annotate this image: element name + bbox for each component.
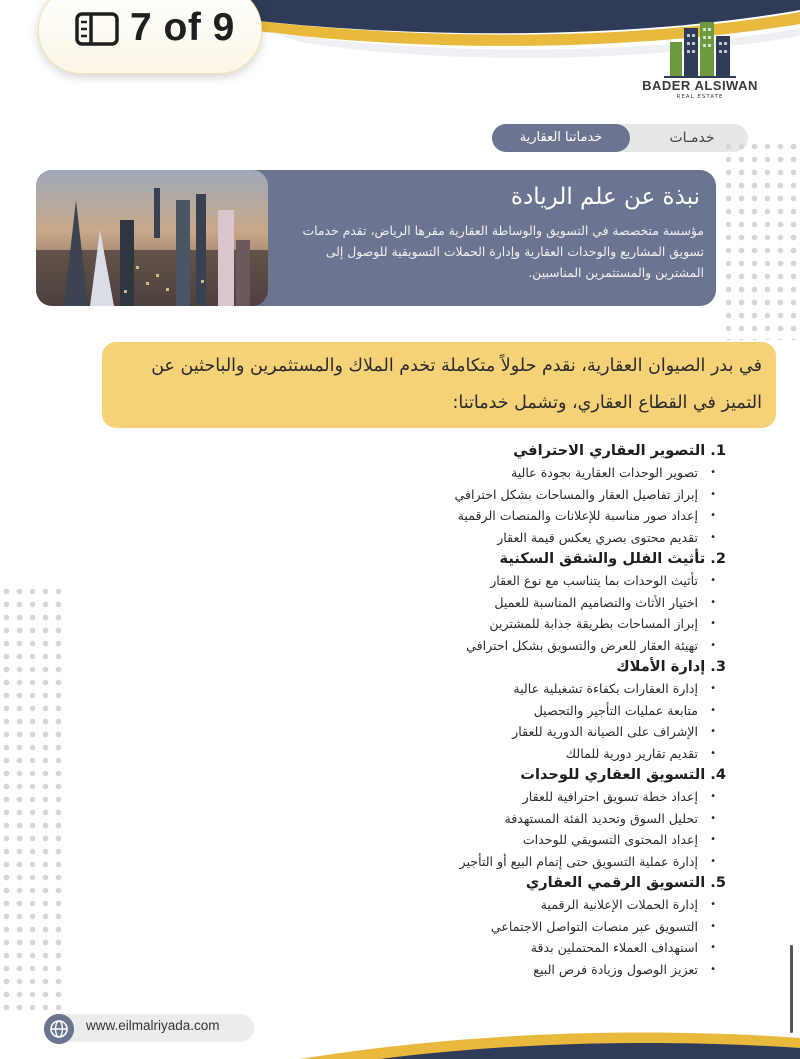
riyadh-skyline-photo [36, 170, 268, 306]
list-item [380, 808, 726, 830]
intro-title: نبذة عن علم الريادة [510, 184, 700, 210]
list-item [380, 700, 726, 722]
list-item-text: إعداد صور مناسبة للإعلانات والمنصات الرقمية [457, 508, 698, 523]
list-item-text: إدارة العقارات بكفاءة تشغيلية عالية [513, 681, 698, 696]
list-item [380, 937, 726, 959]
logo-subtitle: REAL ESTATE [676, 94, 724, 100]
list-item-text: تقديم محتوى بصري يعكس قيمة العقار [497, 529, 698, 545]
list-item [380, 851, 726, 873]
list-item [380, 829, 726, 851]
list-item [380, 635, 726, 657]
company-logo-icon [664, 22, 736, 78]
list-item [380, 916, 726, 938]
list-item-text: الإشراف على الصيانة الدورية للعقار [512, 724, 698, 739]
section-items [380, 678, 726, 764]
bullet-icon: • [710, 618, 716, 629]
list-item [380, 527, 726, 549]
list-item [380, 592, 726, 614]
list-item-text: تحليل السوق وتحديد الفئة المستهدفة [504, 810, 698, 826]
bullet-icon: • [710, 963, 716, 975]
list-item-text: تعزيز الوصول وزيادة فرص البيع [533, 961, 698, 977]
sidebar-pages-icon[interactable] [74, 11, 120, 47]
intro-body: مؤسسة متخصصة في التسويق والوساطة العقارية مقرها الرياض، تقدم خدمات تسويق المشاريع والوحدات العقارية وإدارة الحملات التسويقية للوصول إلى المشترين والمستثمرين المناسبين. [302, 223, 704, 280]
list-item-text: إدارة الحملات الإعلانية الرقمية [540, 897, 698, 912]
bullet-icon: • [710, 639, 716, 651]
bullet-icon: • [710, 920, 716, 932]
list-item [380, 894, 726, 916]
list-item [380, 721, 726, 743]
section-heading: 2. تأثيث الفلل والشقق السكنية [499, 550, 726, 567]
list-item-text: إبراز المساحات بطريقة جذابة للمشترين [489, 616, 698, 631]
bullet-icon: • [710, 942, 716, 953]
bullet-icon: • [710, 704, 716, 716]
logo-name: BADER ALSIWAN [642, 78, 758, 93]
tab-real-estate-services[interactable]: خدماتنا العقارية [492, 124, 630, 152]
section-heading: 4. التسويق العقاري للوحدات [520, 766, 726, 783]
bullet-icon: • [710, 467, 716, 478]
list-item [380, 743, 726, 765]
bullet-icon: • [710, 726, 716, 737]
list-item-text: إبراز تفاصيل العقار والمساحات بشكل احترافي [454, 486, 698, 502]
section-items [380, 570, 726, 656]
section-items [380, 786, 726, 872]
list-item [380, 484, 726, 506]
list-item [380, 505, 726, 527]
dot-pattern-decoration [0, 585, 64, 1015]
bullet-icon: • [710, 683, 716, 694]
section-items [380, 462, 726, 548]
bullet-icon: • [710, 812, 716, 824]
globe-icon [44, 1014, 74, 1044]
list-item-text: متابعة عمليات التأجير والتحصيل [533, 702, 698, 718]
bullet-icon: • [710, 488, 716, 500]
list-item-text: إعداد خطة تسويق احترافية للعقار [522, 789, 698, 804]
list-item-text: إدارة عملية التسويق حتى إتمام البيع أو التأجير [459, 853, 698, 869]
list-item [380, 570, 726, 592]
list-item-text: اختيار الأثاث والتصاميم المناسبة للعميل [494, 594, 698, 610]
intro-card [36, 170, 716, 306]
list-item [380, 613, 726, 635]
list-item [380, 462, 726, 484]
bullet-icon: • [710, 899, 716, 910]
section-heading: 3. إدارة الأملاك [616, 658, 726, 675]
bullet-icon: • [710, 855, 716, 867]
dot-pattern-decoration [722, 140, 800, 340]
website-link[interactable]: www.eilmalriyada.com [86, 1018, 220, 1033]
tab-services[interactable]: خدمـات [669, 130, 715, 146]
list-item [380, 959, 726, 981]
list-item-text: تصوير الوحدات العقارية بجودة عالية [510, 465, 698, 480]
bullet-icon: • [710, 834, 716, 845]
services-list [380, 440, 726, 980]
section-items [380, 894, 726, 980]
list-item-text: تقديم تقارير دورية للمالك [565, 745, 698, 761]
bullet-icon: • [710, 747, 716, 759]
list-item [380, 786, 726, 808]
list-item-text: استهداف العملاء المحتملين بدقة [530, 940, 698, 955]
list-item-text: تأثيث الوحدات بما يتناسب مع نوع العقار [490, 573, 698, 588]
list-item-text: التسويق عبر منصات التواصل الاجتماعي [490, 918, 698, 934]
bullet-icon: • [710, 510, 716, 521]
list-item-text: تهيئة العقار للعرض والتسويق بشكل احترافي [466, 637, 698, 653]
section-heading: 1. التصوير العقاري الاحترافي [513, 442, 726, 459]
bullet-icon: • [710, 531, 716, 543]
section-heading: 5. التسويق الرقمي العقاري [525, 874, 726, 891]
scrollbar-thumb[interactable] [790, 945, 793, 1033]
intro-callout [102, 342, 776, 428]
bullet-icon: • [710, 791, 716, 802]
list-item [380, 678, 726, 700]
list-item-text: إعداد المحتوى التسويقي للوحدات [522, 832, 698, 847]
page-counter: 7 of 9 [130, 6, 235, 49]
callout-text: في بدر الصيوان العقارية، نقدم حلولاً متكاملة تخدم الملاك والمستثمرين والباحثين عن التميز في القطاع العقاري، وتشمل خدماتنا: [151, 356, 762, 413]
bullet-icon: • [710, 596, 716, 608]
bullet-icon: • [710, 575, 716, 586]
